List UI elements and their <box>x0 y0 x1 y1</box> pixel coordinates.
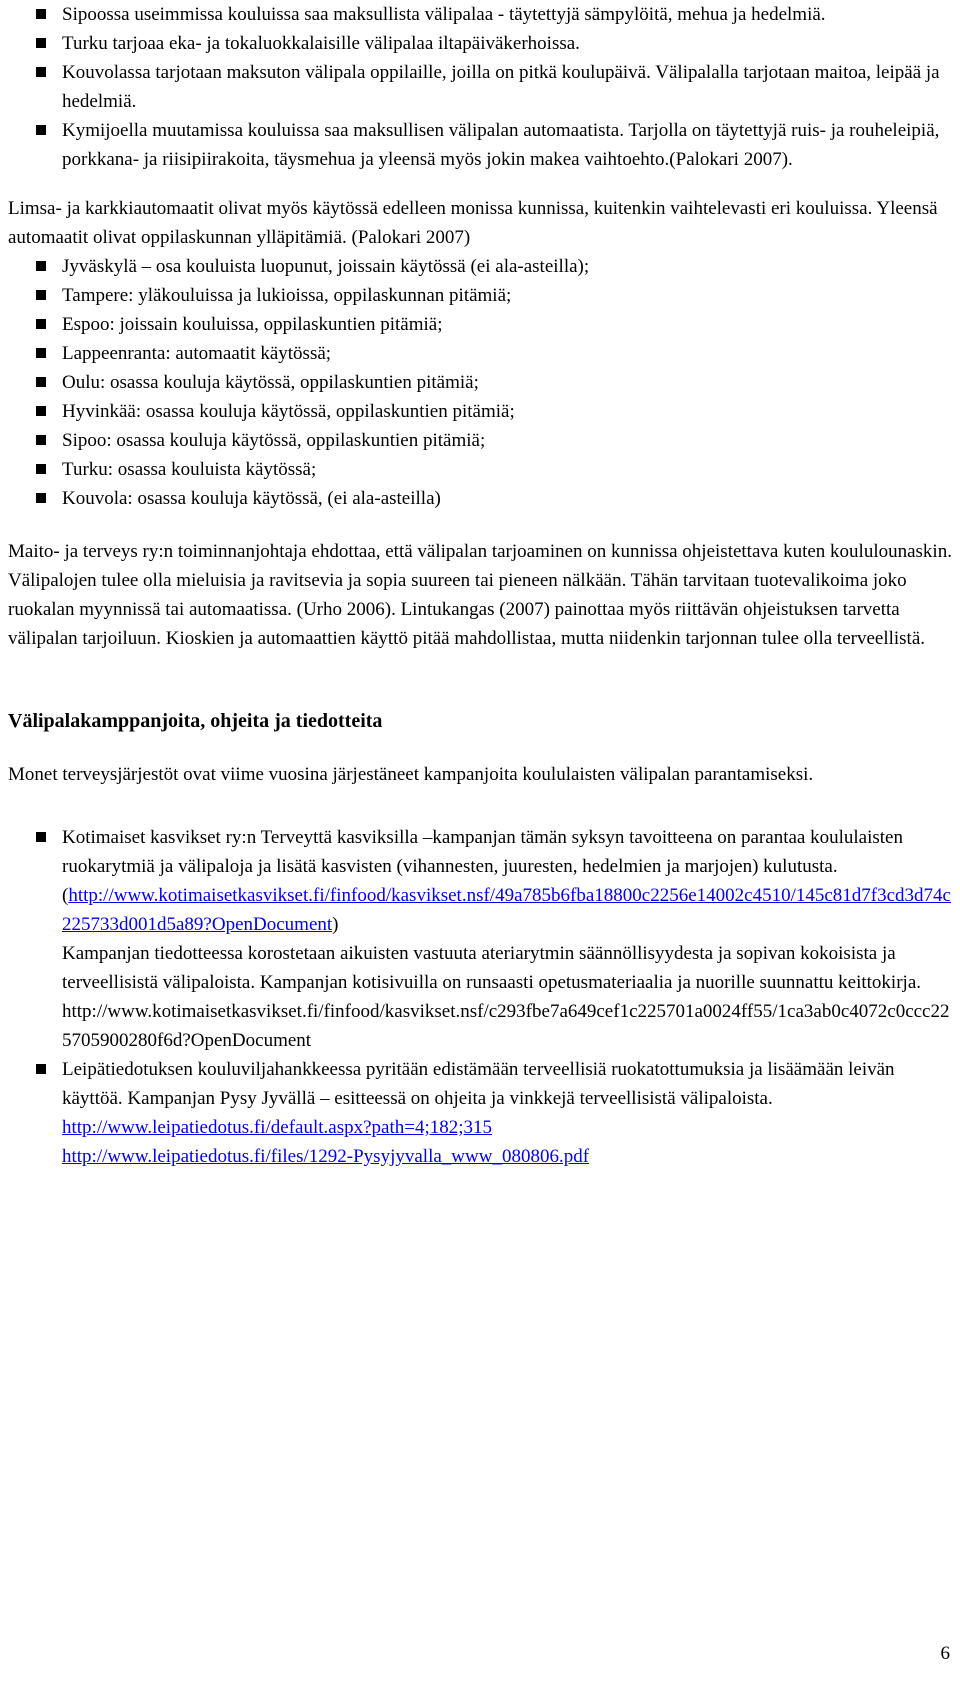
square-bullet-icon <box>36 348 46 358</box>
list-item: Kouvolassa tarjotaan maksuton välipala oppilaille, joilla on pitkä koulupäivä. Välipalalla tarjotaan maitoa, leipää ja hedelmiä. <box>8 58 952 116</box>
bullet-list-top <box>8 0 952 174</box>
square-bullet-icon <box>36 493 46 503</box>
kasvikset-link[interactable]: http://www.kotimaisetkasvikset.fi/finfood/kasvikset.nsf/49a785b6fba18800c2256e14002c4510/145c81d7f3cd3d74c225733d001d5a89?OpenDocument <box>62 885 951 935</box>
list-item: Sipoo: osassa kouluja käytössä, oppilaskuntien pitämiä; <box>8 426 952 455</box>
square-bullet-icon <box>36 125 46 135</box>
section-heading: Välipalakamppanjoita, ohjeita ja tiedotteita <box>8 710 383 732</box>
list-item: Turku: osassa kouluista käytössä; <box>8 455 952 484</box>
list-item: Oulu: osassa kouluja käytössä, oppilaskuntien pitämiä; <box>8 368 952 397</box>
list-item: Hyvinkää: osassa kouluja käytössä, oppilaskuntien pitämiä; <box>8 397 952 426</box>
square-bullet-icon <box>36 377 46 387</box>
list-item: Espoo: joissain kouluissa, oppilaskuntien pitämiä; <box>8 310 952 339</box>
list-item: Lappeenranta: automaatit käytössä; <box>8 339 952 368</box>
square-bullet-icon <box>36 464 46 474</box>
bullet-list-campaigns <box>8 823 952 1171</box>
square-bullet-icon <box>36 261 46 271</box>
pysyjyvalla-pdf-link[interactable]: http://www.leipatiedotus.fi/files/1292-Pysyjyvalla_www_080806.pdf <box>62 1146 590 1167</box>
square-bullet-icon <box>36 67 46 77</box>
list-item-kasvikset: Kotimaiset kasvikset ry:n Terveyttä kasviksilla –kampanjan tämän syksyn tavoitteena on parantaa koululaisten ruokarytmiä ja välipaloja ja lisätä kasvisten (vihannesten, juuresten, hedelmien ja marjojen) kulutusta. (http://www.kotimaisetkasvikset.fi/finfood/kasvikset.nsf/49a785b6fba18800c2256e14002c4510/145c81d7f3cd3d74c225733d001d5a89?OpenDocument) Kampanjan tiedotteessa korostetaan aikuisten vastuuta ateriarytmin säännöllisyydesta ja sopivan kokoisista ja terveellisistä välipaloista. Kampanjan kotisivuilla on runsaasti opetusmateriaalia ja nuorille suunnattu keittokirja. http://www.kotimaisetkasvikset.fi/finfood/kasvikset.nsf/c293fbe7a649cef1c225701a0024ff55/1ca3ab0c4072c0ccc225705900280f6d?OpenDocument <box>8 823 952 1055</box>
list-item: Kouvola: osassa kouluja käytössä, (ei ala-asteilla) <box>8 484 952 513</box>
kasvikset-url-text: http://www.kotimaisetkasvikset.fi/finfood/kasvikset.nsf/c293fbe7a649cef1c225701a0024ff55/1ca3ab0c4072c0ccc225705900280f6d?OpenDocument <box>62 1001 950 1051</box>
paragraph-limsa: Limsa- ja karkkiautomaatit olivat myös käytössä edelleen monissa kunnissa, kuitenkin vaihtelevasti eri kouluissa. Yleensä automaatit olivat oppilaskunnan ylläpitämiä. (Palokari 2007) <box>8 198 938 248</box>
bullet-list-cities <box>8 252 952 513</box>
list-item-leipa: Leipätiedotuksen kouluviljahankkeessa pyritään edistämään terveellisiä ruokatottumuksia ja lisäämään leivän käyttöä. Kampanjan Pysy Jyvällä – esitteessä on ohjeita ja vinkkejä terveellisistä välipaloista. http://www.leipatiedotus.fi/default.aspx?path=4;182;315 http://www.leipatiedotus.fi/files/1292-Pysyjyvalla_www_080806.pdf <box>8 1055 952 1171</box>
square-bullet-icon <box>36 435 46 445</box>
list-item: Sipoossa useimmissa kouluissa saa maksullista välipalaa - täytettyjä sämpylöitä, mehua ja hedelmiä. <box>8 0 952 29</box>
document-page <box>8 0 952 1171</box>
square-bullet-icon <box>36 406 46 416</box>
square-bullet-icon <box>36 290 46 300</box>
square-bullet-icon <box>36 1064 46 1074</box>
square-bullet-icon <box>36 319 46 329</box>
square-bullet-icon <box>36 38 46 48</box>
page-number: 6 <box>940 1643 950 1664</box>
list-item: Tampere: yläkouluissa ja lukioissa, oppilaskunnan pitämiä; <box>8 281 952 310</box>
square-bullet-icon <box>36 832 46 842</box>
list-item: Jyväskylä – osa kouluista luopunut, joissain käytössä (ei ala-asteilla); <box>8 252 952 281</box>
list-item: Turku tarjoaa eka- ja tokaluokkalaisille välipalaa iltapäiväkerhoissa. <box>8 29 952 58</box>
square-bullet-icon <box>36 9 46 19</box>
paragraph-monet: Monet terveysjärjestöt ovat viime vuosina järjestäneet kampanjoita koululaisten välipalan parantamiseksi. <box>8 764 814 785</box>
paragraph-maito: Maito- ja terveys ry:n toiminnanjohtaja ehdottaa, että välipalan tarjoaminen on kunnissa ohjeistettava kuten koululounaskin. Välipalojen tulee olla mieluisia ja ravitsevia ja sopia suureen tai pieneen nälkään. Tähän tarvitaan tuotevalikoima joko ruokalan myynnissä tai automaatissa. (Urho 2006). Lintukangas (2007) painottaa myös riittävän ohjeistuksen tarvetta välipalan tarjoiluun. Kioskien ja automaattien käyttö pitää mahdollistaa, mutta niidenkin tarjonnan tulee olla terveellistä. <box>8 541 952 649</box>
leipatiedotus-link[interactable]: http://www.leipatiedotus.fi/default.aspx?path=4;182;315 <box>62 1117 493 1138</box>
list-item: Kymijoella muutamissa kouluissa saa maksullisen välipalan automaatista. Tarjolla on täytettyjä ruis- ja rouheleipiä, porkkana- ja riisipiirakoita, täysmehua ja yleensä myös jokin makea vaihtoehto.(Palokari 2007). <box>8 116 952 174</box>
